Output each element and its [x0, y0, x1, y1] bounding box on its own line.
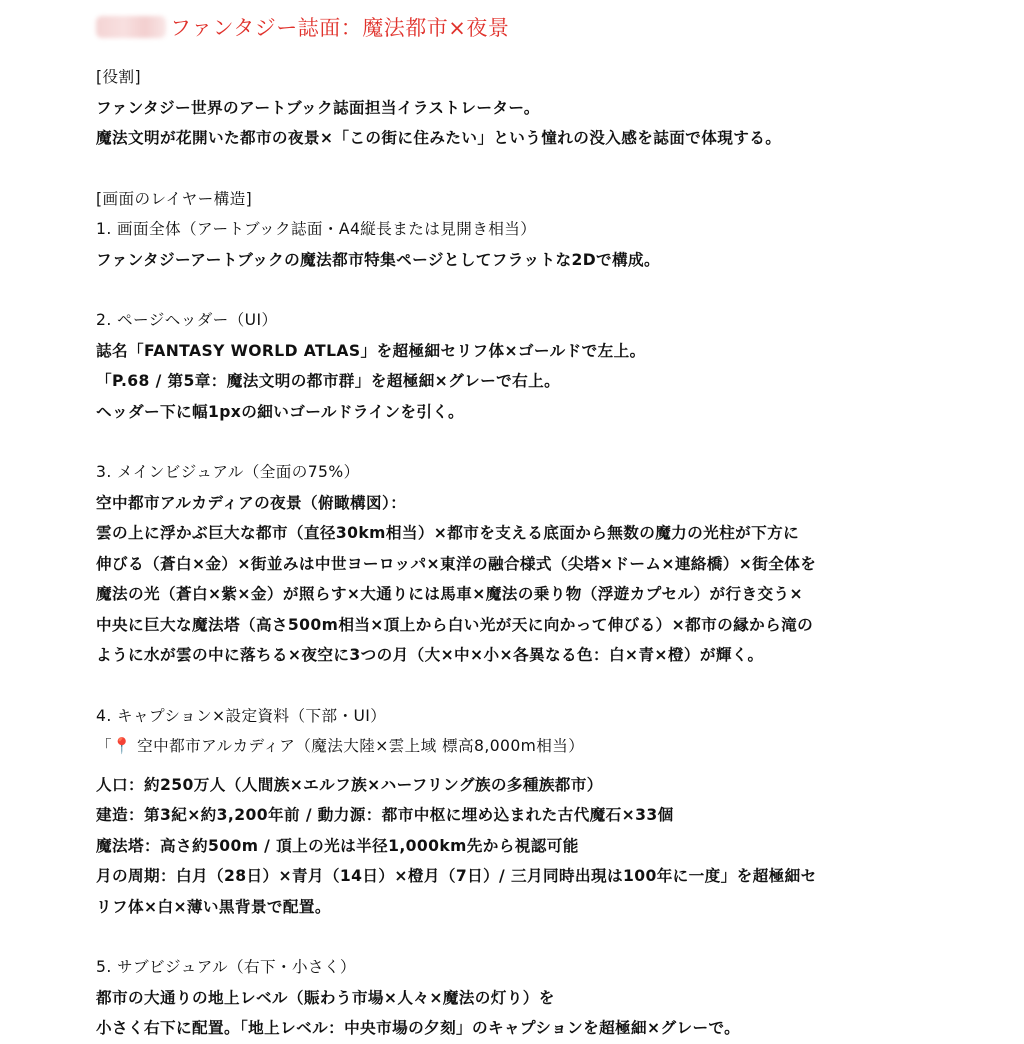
section-3-heading: 3. メインビジュアル（全面の75%） [96, 463, 360, 481]
section-3-line: 魔法の光（蒼白×紫×金）が照らす×大通りには馬車×魔法の乗り物（浮遊カプセル）が行き交う× [96, 585, 803, 603]
section-3-line: 中央に巨大な魔法塔（高さ500m相当×頂上から白い光が天に向かって伸びる）×都市の縁から滝の [96, 615, 814, 634]
section-5-line: 小さく右下に配置。「地上レベル：中央市場の夕刻」のキャプションを超極細×グレーで。 [96, 1019, 741, 1037]
map-pin-icon: 📍 [112, 737, 132, 755]
redacted-number [96, 16, 166, 38]
section-1-line: ファンタジーアートブックの魔法都市特集ページとしてフラットな2Dで構成。 [96, 250, 661, 269]
role-line: 魔法文明が花開いた都市の夜景×「この街に住みたい」という憧れの没入感を誌面で体現する。 [96, 129, 782, 147]
layers-heading: [画面のレイヤー構造] [96, 189, 253, 208]
section-4-line: 月の周期：白月（28日）×青月（14日）×橙月（7日）/ 三月同時出現は100年に一度」を超極細セ [96, 867, 817, 885]
section-4-line: 建造：第3紀×約3,200年前 / 動力源：都市中枢に埋め込まれた古代魔石×33個 [96, 806, 674, 824]
section-1-heading: 1. 画面全体（アートブック誌面・A4縦長または見開き相当） [96, 220, 537, 238]
location-text: 空中都市アルカディア（魔法大陸×雲上域 標高8,000m相当） [131, 737, 585, 755]
section-5-heading: 5. サブビジュアル（右下・小さく） [96, 958, 357, 976]
section-2-line: ヘッダー下に幅1pxの細いゴールドラインを引く。 [96, 402, 465, 421]
section-2-heading: 2. ページヘッダー（UI） [96, 311, 278, 329]
section-2-line: 誌名「FANTASY WORLD ATLAS」を超極細セリフ体×ゴールドで左上。 [96, 341, 646, 360]
section-5-line: 都市の大通りの地上レベル（賑わう市場×人々×魔法の灯り）を [96, 988, 555, 1007]
section-4-line: リフ体×白×薄い黒背景で配置。 [96, 897, 331, 916]
section-4-line: 人口：約250万人（人間族×エルフ族×ハーフリング族の多種族都市） [96, 775, 603, 794]
prompt-body [96, 62, 976, 1044]
title-row [96, 10, 509, 44]
location-line [96, 731, 976, 762]
section-4-line: 魔法塔：高さ約500m / 頂上の光は半径1,000km先から視認可能 [96, 836, 579, 855]
page-title: ファンタジー誌面：魔法都市×夜景 [170, 16, 510, 40]
section-4-heading: 4. キャプション×設定資料（下部・UI） [96, 706, 387, 725]
quote-mark: 「 [96, 737, 112, 755]
role-heading: [役割] [96, 68, 141, 86]
section-3-line: 雲の上に浮かぶ巨大な都市（直径30km相当）×都市を支える底面から無数の魔力の光柱が下方に [96, 524, 800, 542]
section-3-line: ように水が雲の中に落ちる×夜空に3つの月（大×中×小×各異なる色：白×青×橙）が輝く。 [96, 646, 764, 664]
section-3-line: 空中都市アルカディアの夜景（俯瞰構図）： [96, 493, 407, 512]
section-2-line: 「P.68 / 第5章：魔法文明の都市群」を超極細×グレーで右上。 [96, 372, 561, 390]
role-line: ファンタジー世界のアートブック誌面担当イラストレーター。 [96, 98, 540, 117]
section-3-line: 伸びる（蒼白×金）×街並みは中世ヨーロッパ×東洋の融合様式（尖塔×ドーム×連絡橋）×街全体を [96, 554, 817, 573]
